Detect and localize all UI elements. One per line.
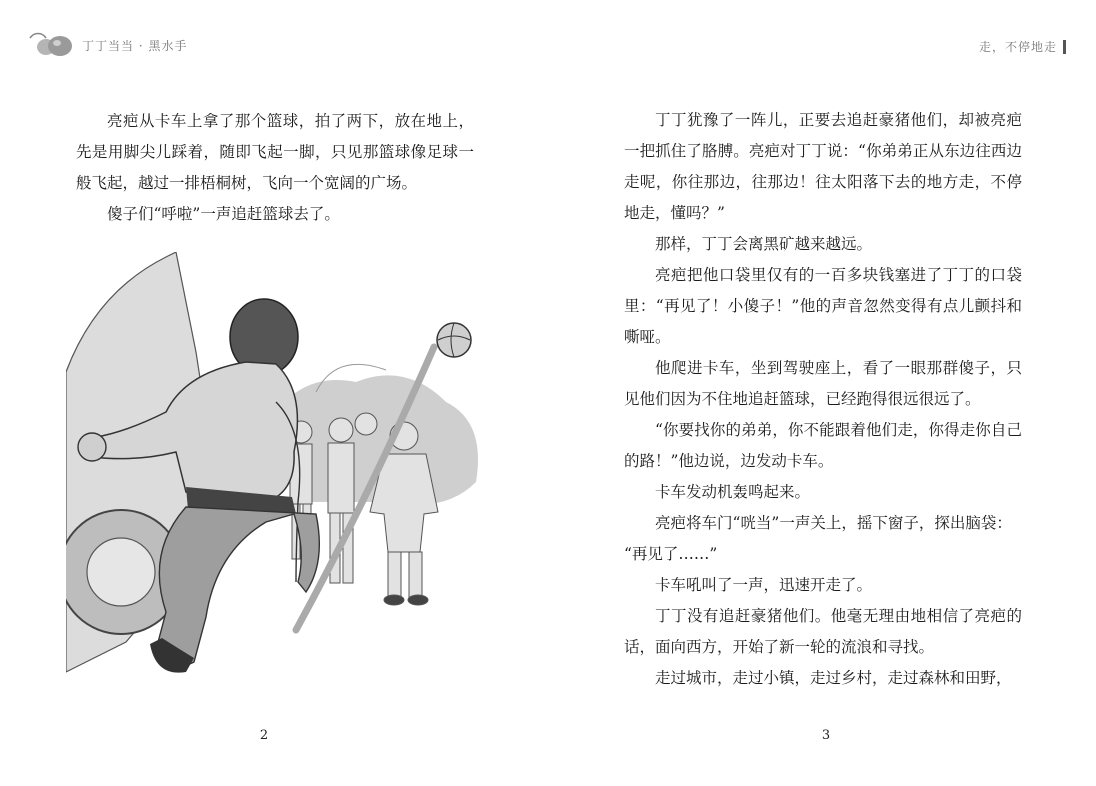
paragraph: 傻子们“呼啦”一声追赶篮球去了。 <box>107 205 340 223</box>
paragraph: 丁丁没有追赶豪猪他们。他毫无理由地相信了亮疤的话，面向西方，开始了新一轮的流浪和寻找。 <box>624 607 1022 656</box>
paragraph: “再见了……” <box>624 545 718 563</box>
right-page <box>548 0 1096 786</box>
header-bar-icon <box>1063 40 1066 54</box>
paragraph: 卡车发动机轰鸣起来。 <box>655 483 811 501</box>
running-head-left <box>24 30 187 60</box>
chapter-title: 走，不停地走 <box>978 40 1057 54</box>
running-head-right <box>979 38 1066 55</box>
paragraph: 那样，丁丁会离黑矿越来越远。 <box>655 235 873 253</box>
paragraph: 卡车吼叫了一声，迅速开走了。 <box>655 576 873 594</box>
illustration-man-kicking-ball <box>66 252 498 694</box>
page-number: 2 <box>259 728 269 743</box>
right-text-block <box>624 105 1022 694</box>
series-title: 丁丁当当 · 黑水手 <box>82 38 188 53</box>
page-number: 3 <box>821 728 831 743</box>
paragraph: 走过城市，走过小镇，走过乡村，走过森林和田野， <box>655 669 1012 687</box>
left-text-block <box>76 106 474 230</box>
paragraph: “你要找你的弟弟，你不能跟着他们走，你得走你自己的路！”他边说，边发动卡车。 <box>624 421 1022 470</box>
paragraph: 亮疤从卡车上拿了那个篮球，拍了两下，放在地上，先是用脚尖儿踩着，随即飞起一脚，只见那篮球像足球一般飞起，越过一排梧桐树，飞向一个宽阔的广场。 <box>76 112 474 192</box>
gourd-logo-icon <box>24 30 76 60</box>
paragraph: 亮疤把他口袋里仅有的一百多块钱塞进了丁丁的口袋里：“再见了！小傻子！”他的声音忽然变得有点儿颤抖和嘶哑。 <box>624 266 1022 346</box>
paragraph: 他爬进卡车，坐到驾驶座上，看了一眼那群傻子，只见他们因为不住地追赶篮球，已经跑得很远很远了。 <box>624 359 1022 408</box>
paragraph: 亮疤将车门“咣当”一声关上，摇下窗子，探出脑袋： <box>655 514 1012 532</box>
paragraph: 丁丁犹豫了一阵儿，正要去追赶豪猪他们，却被亮疤一把抓住了胳膊。亮疤对丁丁说：“你弟弟正从东边往西边走呢，你往那边，往那边！往太阳落下去的地方走，不停地走，懂吗？” <box>624 111 1022 222</box>
